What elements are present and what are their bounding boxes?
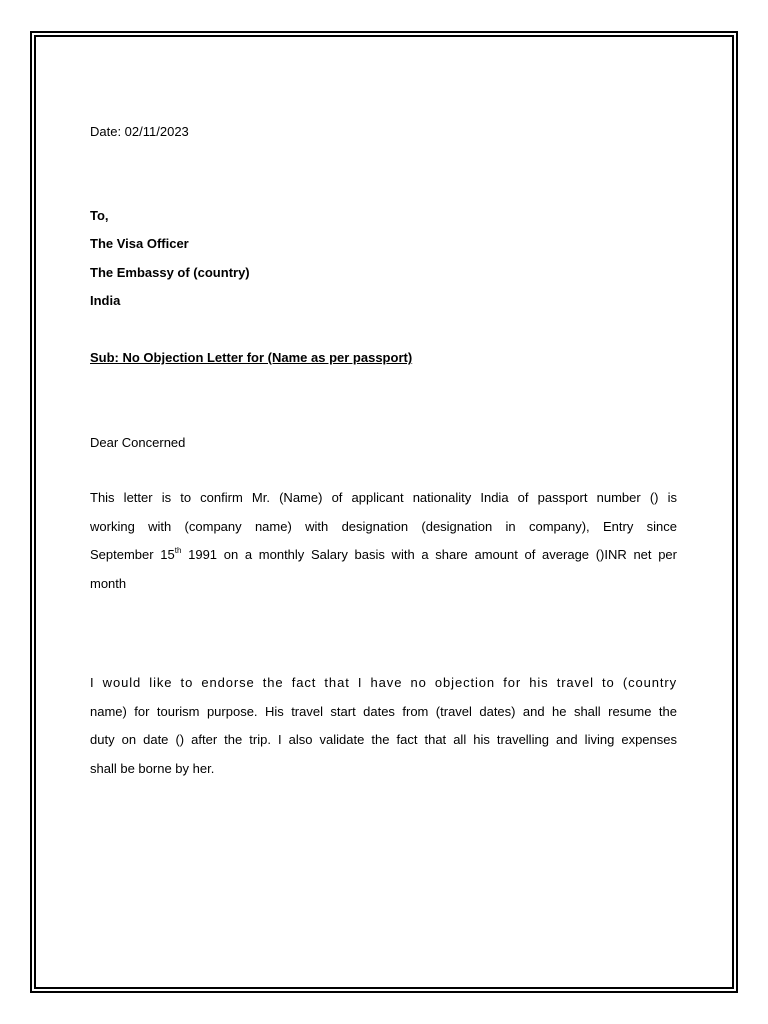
paragraph-1-row-1: This letter is to confirm Mr. (Name) of applicant nationality India of passport number () is xyxy=(90,490,677,505)
ordinal-suffix: th xyxy=(174,546,182,556)
paragraph-2-row-4: shall be borne by her. xyxy=(90,760,215,776)
recipient-line-1: The Visa Officer xyxy=(90,236,189,251)
paragraph-2 xyxy=(90,669,677,783)
letter-greeting: Dear Concerned xyxy=(90,435,186,450)
recipient-salutation: To, xyxy=(90,208,109,223)
letter-subject: Sub: No Objection Letter for (Name as per passport) xyxy=(90,350,413,365)
recipient-line-3: India xyxy=(90,293,121,308)
paragraph-2-row-2: name) for tourism purpose. His travel start dates from (travel dates) and he shall resume the xyxy=(90,703,677,719)
paragraph-1-row-4: month xyxy=(90,575,127,591)
paragraph-1-row-2: working with (company name) with designation (designation in company), Entry since xyxy=(90,518,677,534)
paragraph-2-row-3: duty on date () after the trip. I also validate the fact that all his travelling and living expenses xyxy=(90,732,677,748)
paragraph-1-row-3: September 15th 1991 on a monthly Salary basis with a share amount of average ()INR net per xyxy=(90,546,677,563)
recipient-line-2: The Embassy of (country) xyxy=(90,265,250,280)
paragraph-1 xyxy=(90,484,677,598)
letter-date: Date: 02/11/2023 xyxy=(90,124,189,139)
paragraph-2-row-1: I would like to endorse the fact that I have no objection for his travel to (country xyxy=(90,675,677,690)
